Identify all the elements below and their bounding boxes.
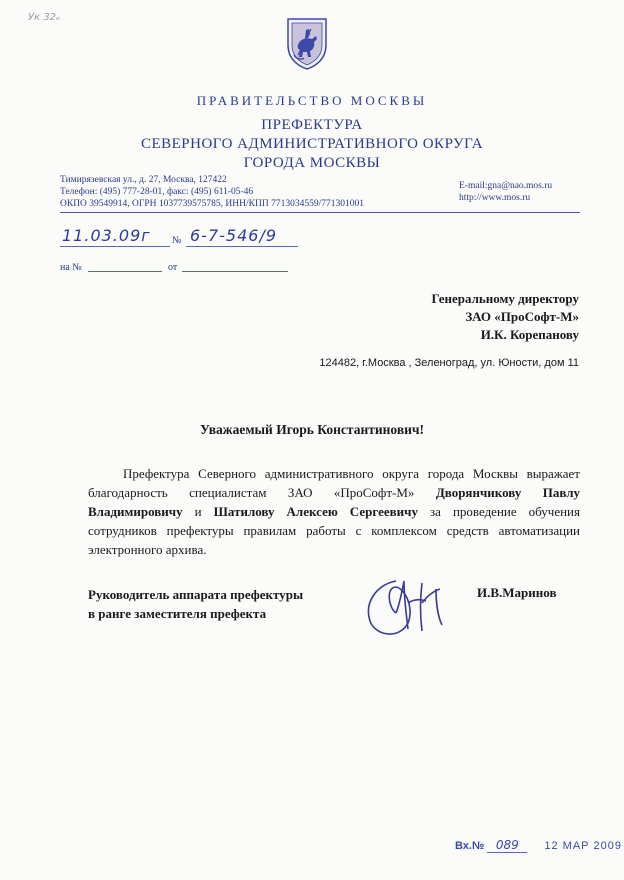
- number-underline: [186, 246, 298, 247]
- moscow-coat-of-arms-icon: [284, 15, 330, 71]
- addressee-line: И.К. Корепанову: [480, 327, 579, 342]
- outgoing-date-handwritten: 11.03.09г: [62, 226, 151, 245]
- addressee-line: Генеральному директору: [431, 291, 579, 306]
- outgoing-number-label: №: [172, 235, 182, 246]
- in-reply-date-label: от: [168, 262, 178, 273]
- specialist-name: Дворянчикову Павлу Владимировичу: [88, 485, 580, 519]
- registration-codes: ОКПО 39549914, ОГРН 1037739575785, ИНН/КПП 7713034559/771301001: [60, 199, 364, 209]
- website-address: http://www.mos.ru: [459, 193, 531, 203]
- signer-name: И.В.Маринов: [477, 585, 557, 600]
- prefecture-title: [0, 116, 624, 173]
- in-reply-number-label: на №: [60, 262, 82, 273]
- government-title: ПРАВИТЕЛЬСТВО МОСКВЫ: [196, 93, 428, 108]
- signer-position-line: Руководитель аппарата префектуры: [88, 587, 304, 602]
- phone-fax: Телефон: (495) 777-28-01, факс: (495) 611-05-46: [60, 187, 254, 197]
- prefecture-line: СЕВЕРНОГО АДМИНИСТРАТИВНОГО ОКРУГА: [140, 136, 484, 152]
- addressee-block: [300, 290, 579, 344]
- prefecture-line: ГОРОДА МОСКВЫ: [243, 155, 381, 171]
- incoming-date: 12 МАР 2009: [544, 840, 623, 852]
- body-text-part: и: [182, 504, 214, 519]
- specialist-name: Шатилову Алексею Сергеевичу: [213, 504, 418, 519]
- letter-body: [88, 464, 580, 559]
- outgoing-number-handwritten: 6-7-546/9: [190, 226, 278, 245]
- handwritten-signature: [356, 573, 466, 643]
- addressee-address: 124482, г.Москва , Зеленоград, ул. Юности, дом 11: [319, 357, 579, 369]
- incoming-registration-stamp: [455, 838, 622, 853]
- prefecture-line: ПРЕФЕКТУРА: [261, 117, 363, 133]
- contact-details: [60, 174, 364, 210]
- online-contacts: [459, 180, 552, 204]
- incoming-number: 089: [487, 838, 527, 853]
- corner-handwritten-mark: Ук 32ₑ: [28, 12, 61, 23]
- body-text-part: Префектура Северного административного округа города Москвы выражает благодарность специалистам ЗАО «ПроСофт-М»: [88, 466, 580, 500]
- date-underline: [60, 246, 170, 247]
- signer-position-line: в ранге заместителя префекта: [88, 606, 267, 621]
- in-reply-date-line: [182, 271, 288, 272]
- body-text-part: за проведение обучения сотрудников префектуры правилам работы с комплексом средств автоматизации электронного архива.: [88, 504, 580, 557]
- email-address: E-mail:gna@nao.mos.ru: [459, 181, 553, 191]
- signer-position: [88, 585, 303, 623]
- salutation: Уважаемый Игорь Константинович!: [199, 422, 425, 437]
- postal-address: Тимирязевская ул., д. 27, Москва, 127422: [60, 175, 227, 185]
- incoming-number-label: Вх.№: [455, 840, 485, 852]
- addressee-line: ЗАО «ПроСофт-М»: [465, 309, 579, 324]
- in-reply-number-line: [88, 271, 162, 272]
- header-divider: [60, 212, 580, 213]
